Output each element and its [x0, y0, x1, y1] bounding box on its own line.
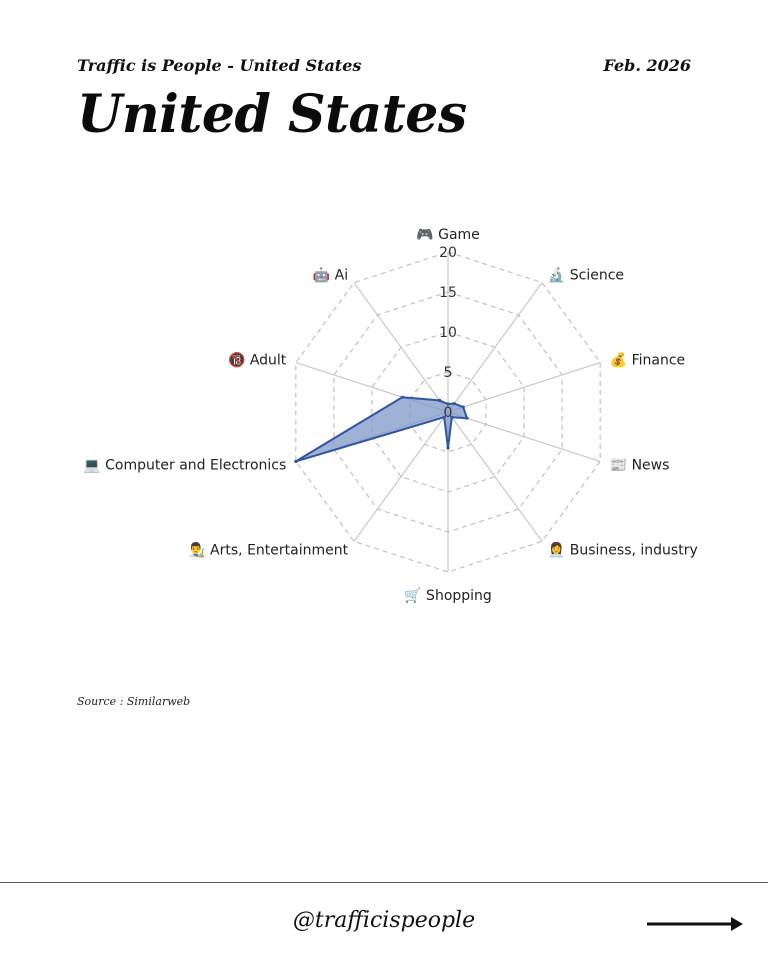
axis-label: 💻 Computer and Electronics	[83, 457, 287, 474]
axis-label: 🔬 Science	[547, 267, 625, 284]
source-note: Source : Similarweb	[77, 695, 191, 708]
tick-label: 5	[443, 365, 453, 381]
data-point	[401, 396, 404, 399]
footer-divider	[0, 882, 768, 883]
axis-label: 📰 News	[609, 457, 670, 474]
page-title: United States	[77, 84, 467, 145]
data-point	[294, 460, 297, 463]
data-point	[446, 446, 449, 449]
series-polygon	[296, 397, 467, 461]
tick-label: 15	[439, 285, 457, 301]
spoke-line	[448, 363, 600, 412]
tick-label: 10	[439, 325, 457, 341]
arrow-right-icon[interactable]	[645, 914, 745, 934]
spoke-line	[448, 283, 542, 412]
data-point	[462, 405, 465, 408]
spoke-line	[354, 283, 448, 412]
axis-label: 🎮 Game	[416, 227, 480, 243]
axis-label: 🛒 Shopping	[404, 588, 492, 604]
series-area	[294, 396, 468, 463]
radar-chart	[0, 200, 768, 620]
spoke-line	[448, 412, 600, 461]
axis-label: 👩‍💼 Business, industry	[547, 542, 698, 559]
tick-label: 20	[439, 245, 457, 261]
axis-label: 🔞 Adult	[227, 352, 287, 369]
data-point	[465, 417, 468, 420]
axis-label: 👨‍🎨 Arts, Entertainment	[188, 542, 349, 559]
spoke-line	[448, 412, 542, 541]
header-title: Traffic is People - United States	[77, 56, 362, 75]
tick-label: 0	[443, 405, 453, 421]
axis-label: 🤖 Ai	[312, 267, 349, 284]
data-point	[438, 399, 441, 402]
axis-label: 💰 Finance	[609, 352, 686, 369]
data-point	[453, 402, 456, 405]
header-date: Feb. 2026	[603, 56, 691, 75]
footer-handle[interactable]: @trafficispeople	[292, 908, 476, 933]
